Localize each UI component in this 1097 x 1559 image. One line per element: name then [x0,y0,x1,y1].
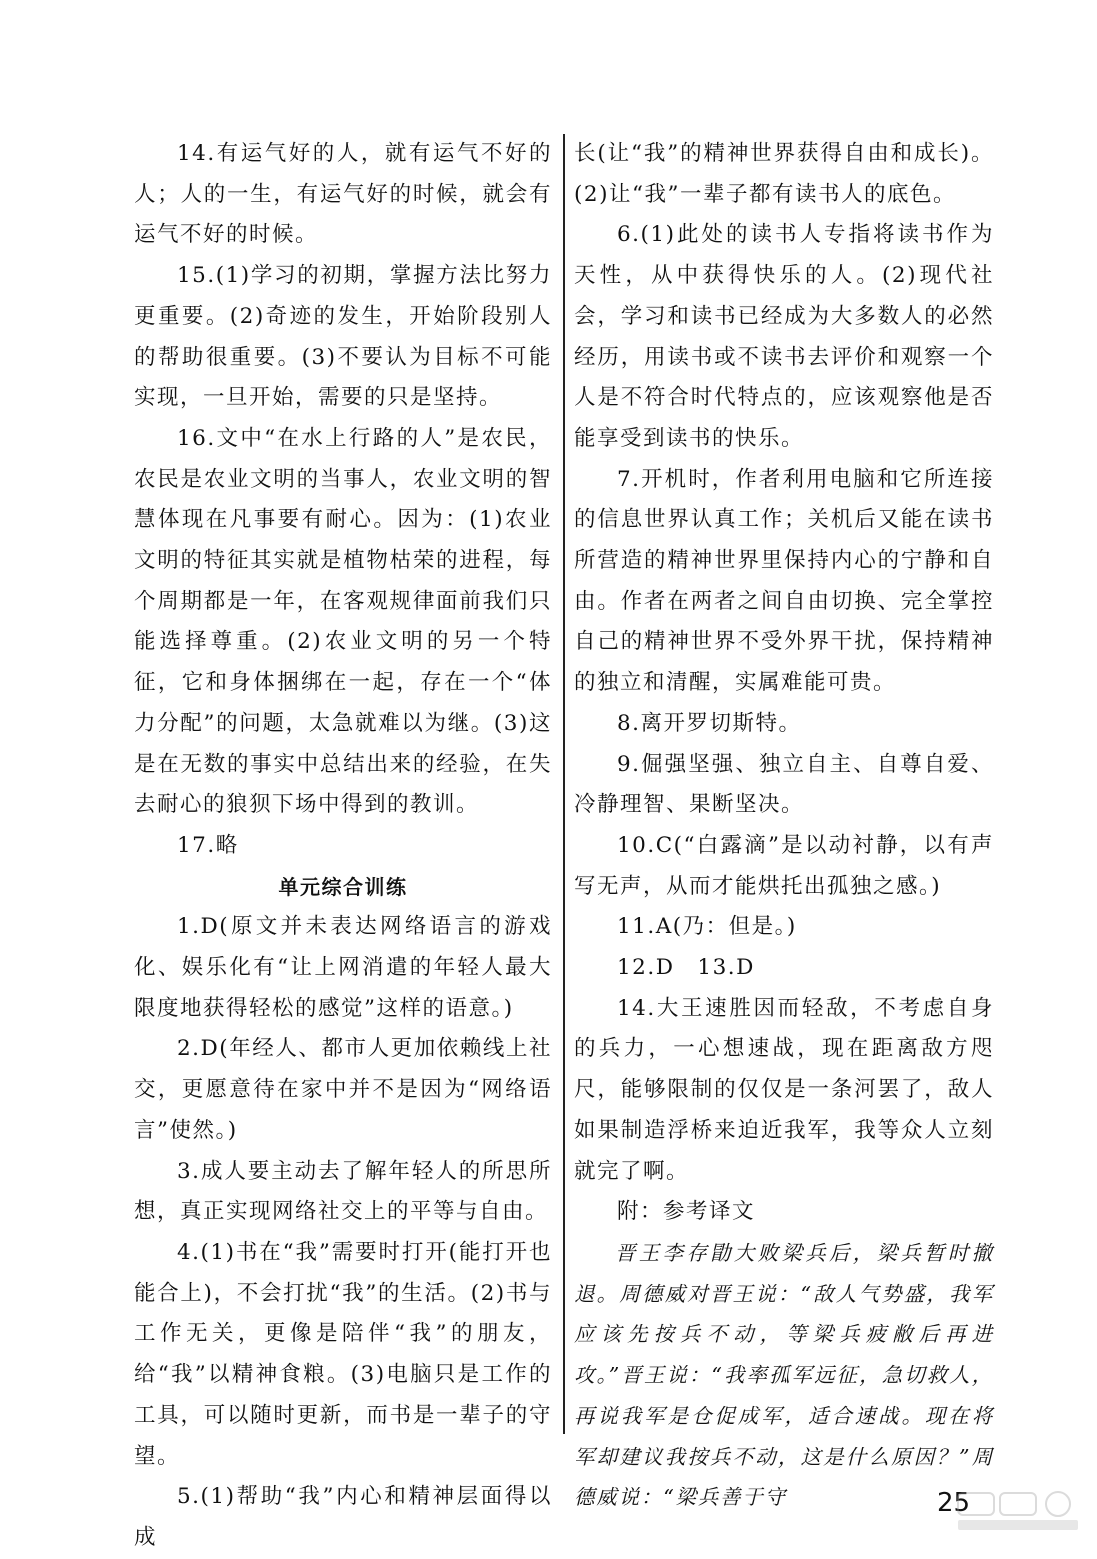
unit-answer-7: 7.开机时，作者利用电脑和它所连接的信息世界认真工作；关机后又能在读书所营造的精神世界里保持内心的宁静和自由。作者在两者之间自由切换、完全掌控自己的精神世界不受外界干扰，保持精神的独立和清醒，实属难能可贵。 [574,466,994,696]
answer-15: 15.(1)学习的初期，掌握方法比努力更重要。(2)奇迹的发生，开始阶段别人的帮助很重要。(3)不要认为目标不可能实现，一旦开始，需要的只是坚持。 [134,263,552,411]
unit-answer-5-cont: 长(让“我”的精神世界获得自由和成长)。(2)让“我”一辈子都有读书人的底色。 [574,141,994,207]
right-column [574,134,994,1518]
unit-answer-1: 1.D(原文并未表达网络语言的游戏化、娱乐化有“让上网消遣的年轻人最大限度地获得轻松的感觉”这样的语意。) [134,914,552,1021]
unit-answer-3: 3.成人要主动去了解年轻人的所思所想，真正实现网络社交上的平等与自由。 [134,1158,552,1225]
section-heading: 单元综合训练 [278,874,408,899]
unit-answer-2: 2.D(年经人、都市人更加依赖线上社交，更愿意待在家中并不是因为“网络语言”使然。) [134,1036,552,1143]
translation-label: 附：参考译文 [617,1199,756,1225]
page-number: 25 [937,1488,971,1518]
unit-answer-14: 14.大王速胜因而轻敌，不考虑自身的兵力，一心想速战，现在距离敌方咫尺，能够限制的仅仅是一条河罢了，敌人如果制造浮桥来迫近我军，我等众人立刻就完了啊。 [574,995,994,1184]
unit-answer-6: 6.(1)此处的读书人专指将读书作为天性，从中获得快乐的人。(2)现代社会，学习和读书已经成为大多数人的必然经历，用读书或不读书去评价和观察一个人是不符合时代特点的，应该观察他是否能享受到读书的快乐。 [574,222,994,451]
unit-answer-4: 4.(1)书在“我”需要时打开(能打开也能合上)，不会打扰“我”的生活。(2)书与工作无关，更像是陪伴“我”的朋友，给“我”以精神食粮。(3)电脑只是工作的工具，可以随时更新，而书是一辈子的守望。 [134,1239,552,1469]
answer-16: 16.文中“在水上行路的人”是农民，农民是农业文明的当事人，农业文明的智慧体现在凡事要有耐心。因为：(1)农业文明的特征其实就是植物枯荣的进程，每个周期都是一年，在客观规律面前我们只能选择尊重。(2)农业文明的另一个特征，它和身体捆绑在一起，存在一个“体力分配”的问题，太急就难以为继。(3)这是在无数的事实中总结出来的经验，在失去耐心的狼狈下场中得到的教训。 [134,425,552,818]
unit-answer-5-start: 5.(1)帮助“我”内心和精神层面得以成 [134,1484,552,1550]
unit-answer-10: 10.C(“白露滴”是以动衬静，以有声写无声，从而才能烘托出孤独之感。) [574,832,994,899]
column-divider [563,134,565,1434]
answer-17: 17.略 [177,832,239,858]
unit-answer-11: 11.A(乃：但是。) [617,914,797,940]
reference-translation: 晋王李存勖大败梁兵后，梁兵暂时撤退。周德威对晋王说：“敌人气势盛，我军应该先按兵不动，等梁兵疲敝后再进攻。”晋王说：“我率孤军远征，急切救人，再说我军是仓促成军，适合速战。现在将军却建议我按兵不动，这是什么原因？”周德威说：“梁兵善于守 [574,1240,994,1510]
unit-answer-9: 9.倔强坚强、独立自主、自尊自爱、冷静理智、果断坚决。 [574,751,994,818]
unit-answer-8: 8.离开罗切斯特。 [617,710,802,736]
answer-14: 14.有运气好的人，就有运气不好的人；人的一生，有运气好的时候，就会有运气不好的时候。 [134,141,552,248]
left-column [134,134,552,1559]
watermark-logo [950,1490,1090,1534]
unit-answer-12-13: 12.D 13.D [617,955,755,981]
